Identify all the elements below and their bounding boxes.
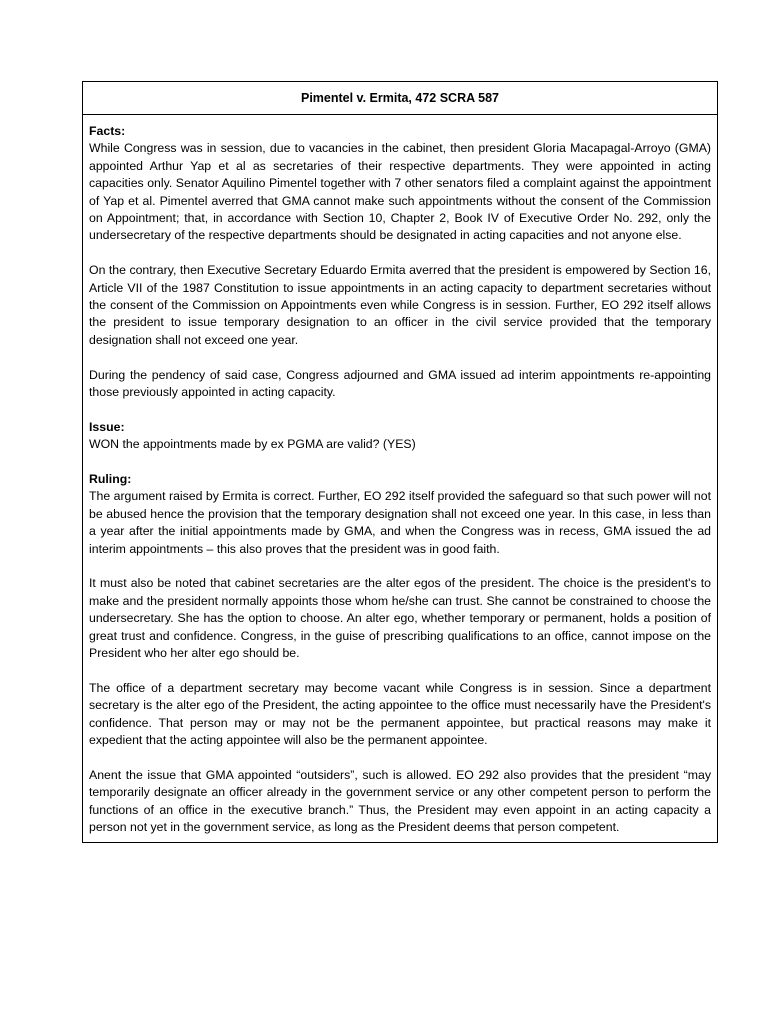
issue-heading: Issue: bbox=[89, 419, 125, 434]
facts-paragraph-1: While Congress was in session, due to vacancies in the cabinet, then president Gloria Macapagal-Arroyo (GMA) appointed Arthur Yap et al as secretaries of their respective departments. They were appointed in acting capacities only. Senator Aquilino Pimentel together with 7 other senators filed a complaint against the appointment of Yap et al. Pimentel averred that GMA cannot make such appointments without the consent of the Commission on Appointment; that, in accordance with Section 10, Chapter 2, Book IV of Executive Order No. 292, only the undersecretary of the respective departments should be designated in acting capacities and not anyone else. bbox=[89, 141, 711, 243]
case-digest-table bbox=[82, 81, 718, 843]
facts-heading: Facts: bbox=[89, 124, 126, 138]
case-title: Pimentel v. Ermita, 472 SCRA 587 bbox=[83, 82, 717, 115]
ruling-paragraph-4: Anent the issue that GMA appointed “outsiders”, such is allowed. EO 292 also provides that the president “may temporarily designate an officer already in the government service or any other competent person to perform the functions of an office in the executive branch.” Thus, the President may even appoint in an acting capacity a person not yet in the government service, as long as the President deems that person competent. bbox=[89, 767, 711, 835]
ruling-heading: Ruling: bbox=[89, 472, 132, 487]
ruling-paragraph-2: It must also be noted that cabinet secretaries are the alter egos of the president. The choice is the president's to make and the president normally appoints those whom he/she can trust. She cannot be constrained to choose the undersecretary. She has the option to choose. An alter ego, whether temporary or permanent, holds a position of great trust and confidence. Congress, in the guise of prescribing qualifications to an office, cannot impose on the President who her alter ego should be. bbox=[89, 576, 711, 661]
ruling-paragraph-1: The argument raised by Ermita is correct. Further, EO 292 itself provided the safeguard so that such power will not be abused hence the provision that the temporary designation shall not exceed one year. In this case, in less than a year after the initial appointments made by GMA, and when the Congress was in recess, GMA issued the ad interim appointments – this also proves that the president was in good faith. bbox=[89, 489, 711, 556]
issue-text: WON the appointments made by ex PGMA are valid? (YES) bbox=[89, 437, 416, 452]
ruling-paragraph-3: The office of a department secretary may become vacant while Congress is in session. Since a department secretary is the alter ego of the President, the acting appointee to the office must necessarily have the President's confidence. That person may or may not be the permanent appointee, but practical reasons may make it expedient that the acting appointee will also be the permanent appointee. bbox=[89, 680, 711, 748]
facts-paragraph-2: On the contrary, then Executive Secretary Eduardo Ermita averred that the president is empowered by Section 16, Article VII of the 1987 Constitution to issue appointments in an acting capacity to department secretaries without the consent of the Commission on Appointments even while Congress is in session. Further, EO 292 itself allows the president to issue temporary designation to an officer in the civil service provided that the temporary designation shall not exceed one year. bbox=[89, 263, 711, 347]
case-body bbox=[83, 115, 717, 842]
facts-paragraph-3: During the pendency of said case, Congress adjourned and GMA issued ad interim appointments re-appointing those previously appointed in acting capacity. bbox=[89, 367, 711, 400]
